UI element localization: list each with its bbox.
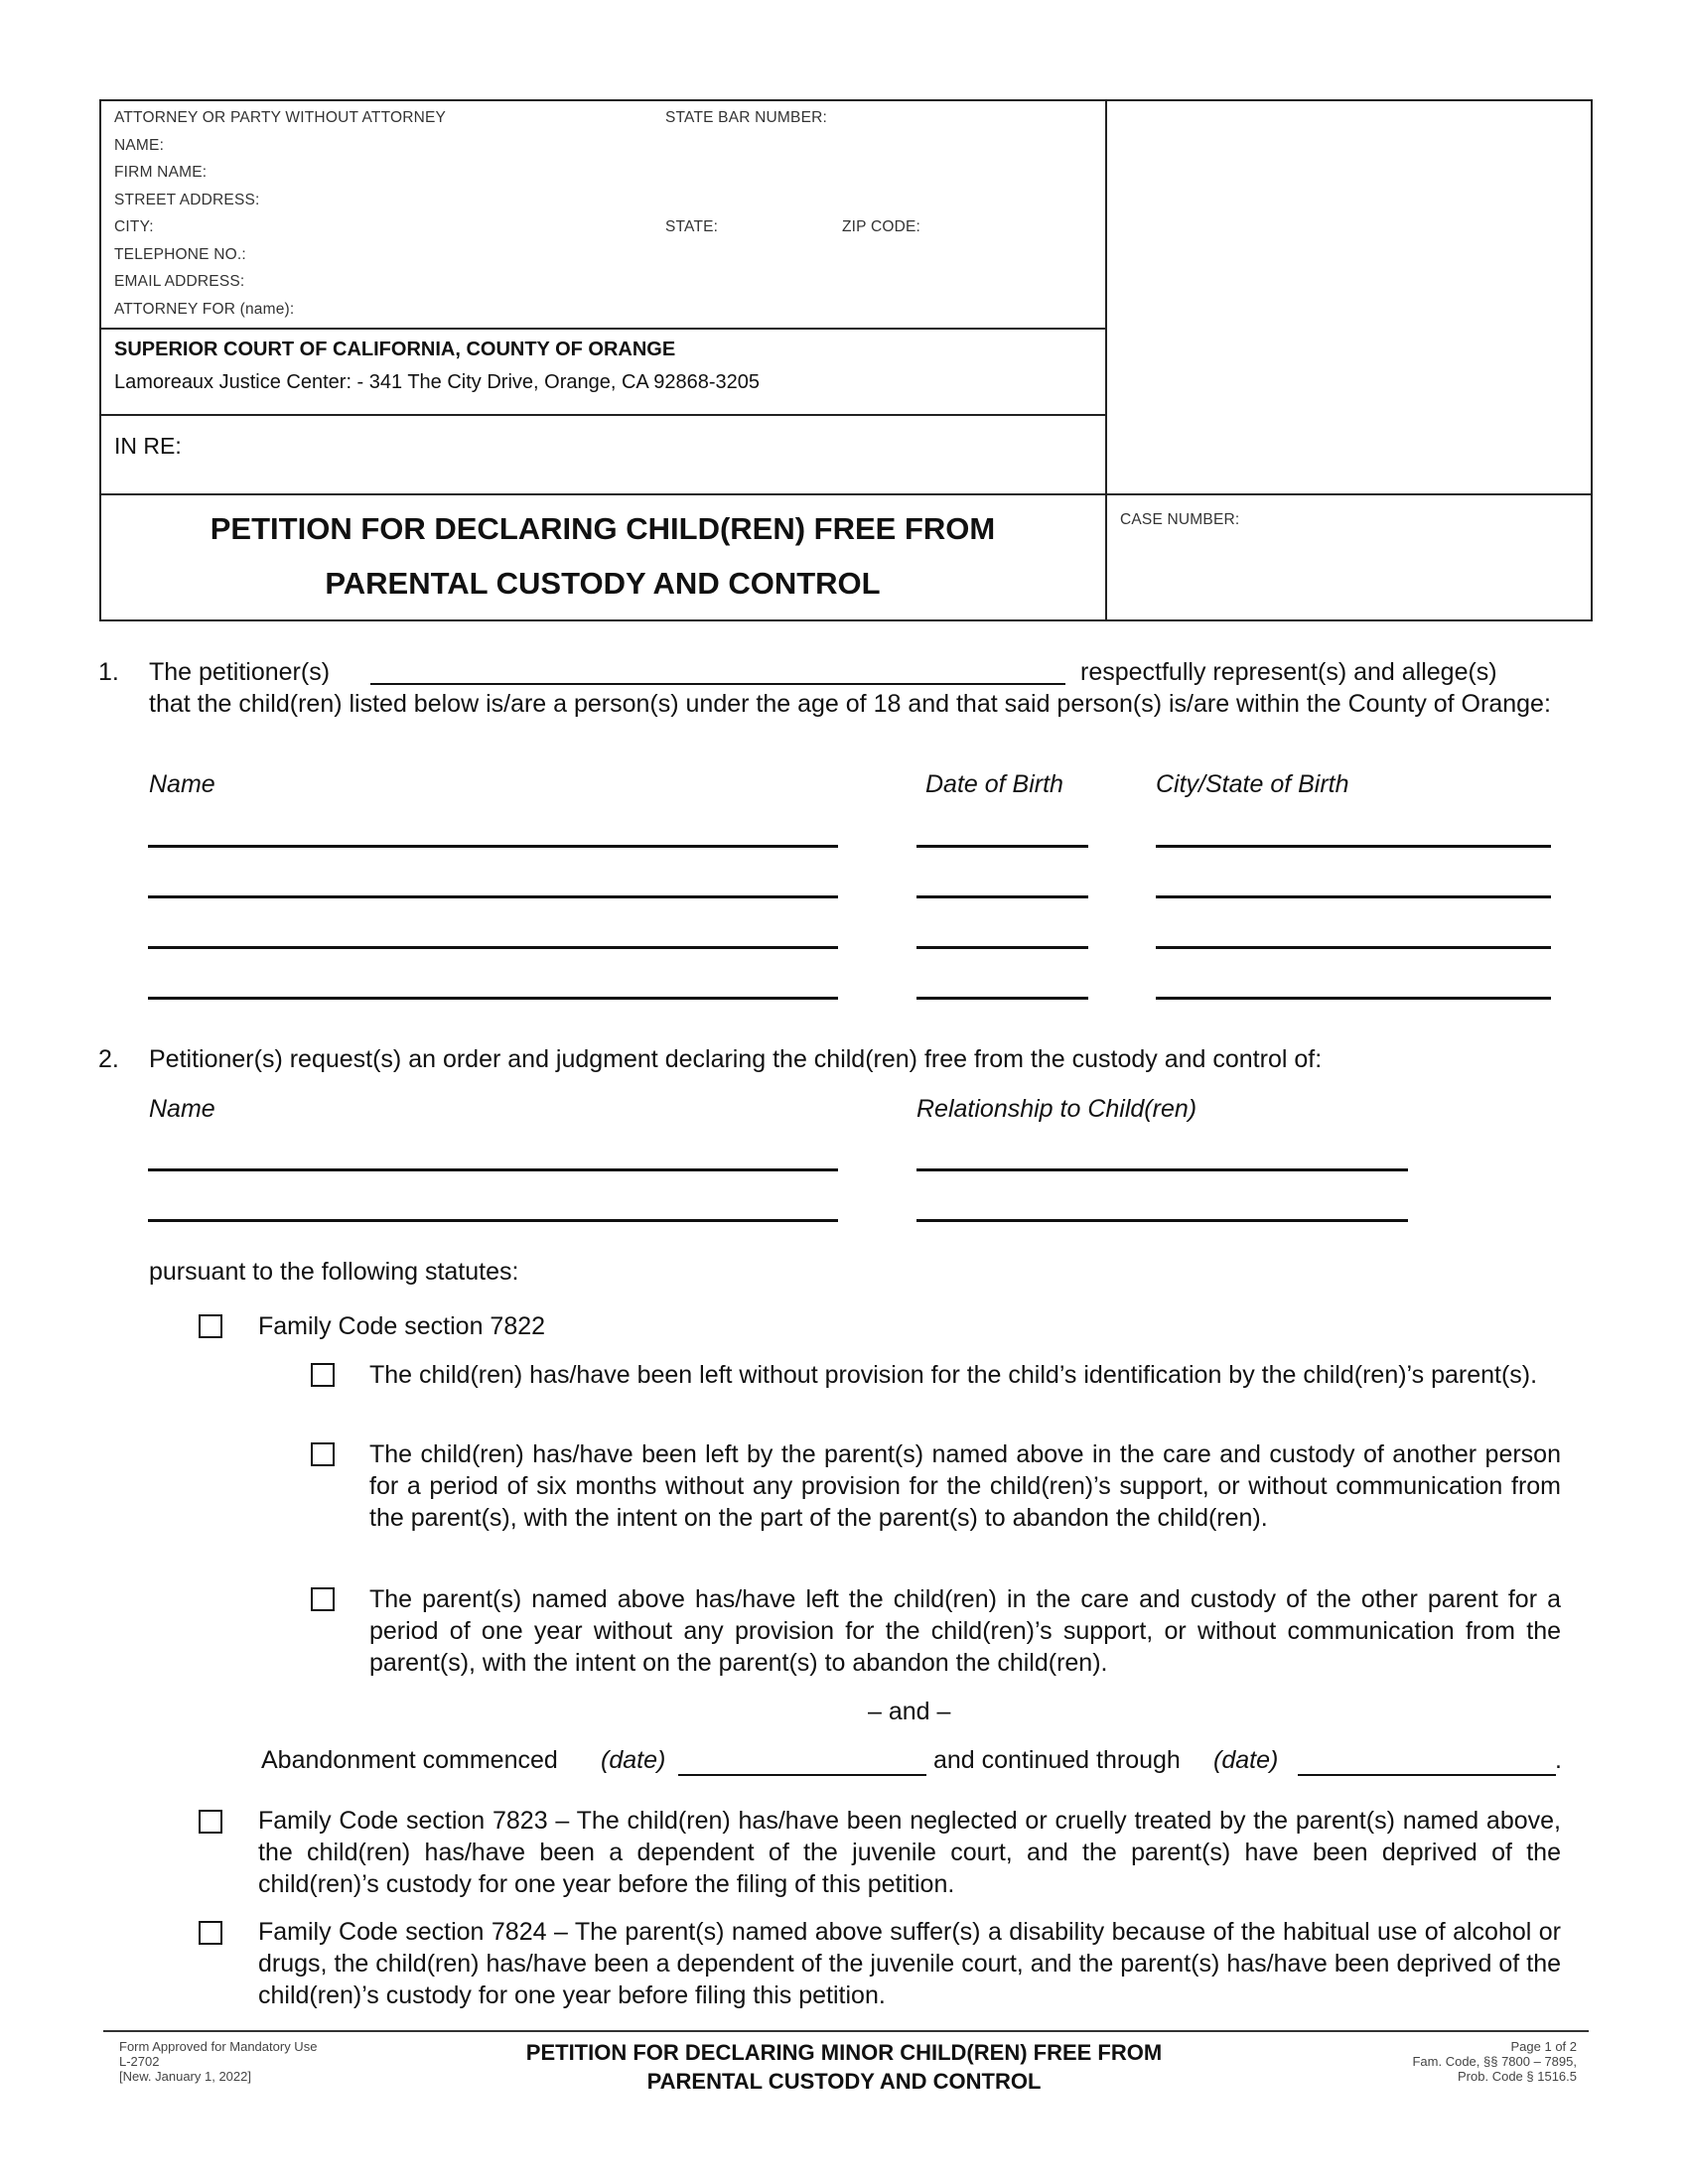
court-name: SUPERIOR COURT OF CALIFORNIA, COUNTY OF ORANGE <box>114 339 676 360</box>
relationship-line-1[interactable] <box>916 1168 1408 1171</box>
footer-code-2: Prob. Code § 1516.5 <box>1458 2069 1577 2084</box>
abandon-date-word-1: (date) <box>601 1746 666 1774</box>
footer-title-line1: PETITION FOR DECLARING MINOR CHILD(REN) FREE FROM <box>525 2040 1163 2065</box>
attorney-label: ATTORNEY OR PARTY WITHOUT ATTORNEY <box>114 109 447 126</box>
sub3-checkbox[interactable] <box>311 1587 335 1611</box>
child-name-line-4[interactable] <box>148 997 838 1000</box>
sub2-checkbox[interactable] <box>311 1442 335 1466</box>
name-label: NAME: <box>114 137 165 154</box>
child-name-line-3[interactable] <box>148 946 838 949</box>
col-dob-heading: Date of Birth <box>925 770 1063 798</box>
child-city-line-3[interactable] <box>1156 946 1551 949</box>
child-city-line-4[interactable] <box>1156 997 1551 1000</box>
item-1-number: 1. <box>98 658 119 686</box>
child-dob-line-1[interactable] <box>916 845 1088 848</box>
form-title-line2: PARENTAL CUSTODY AND CONTROL <box>325 566 881 601</box>
case-number-label: CASE NUMBER: <box>1120 511 1240 528</box>
footer-code-1: Fam. Code, §§ 7800 – 7895, <box>1412 2054 1577 2069</box>
city-label: CITY: <box>114 218 154 235</box>
fc7823-checkbox[interactable] <box>199 1810 222 1834</box>
footer-rule <box>103 2030 1589 2032</box>
relationship-heading: Relationship to Child(ren) <box>916 1095 1197 1123</box>
pursuant-text: pursuant to the following statutes: <box>149 1258 519 1286</box>
footer-approved: Form Approved for Mandatory Use <box>119 2039 318 2054</box>
attorney-for-label: ATTORNEY FOR (name): <box>114 301 295 318</box>
caption-divider-inre <box>99 414 1106 416</box>
footer-revision: [New. January 1, 2022] <box>119 2069 251 2084</box>
child-dob-line-4[interactable] <box>916 997 1088 1000</box>
abandon-period: . <box>1555 1746 1562 1774</box>
sub1-text: The child(ren) has/have been left without provision for the child’s identification by the child(ren)’s parent(s). <box>369 1361 1538 1389</box>
abandon-text-b: and continued through <box>933 1746 1181 1774</box>
col-name-heading: Name <box>149 770 215 798</box>
item-1-text-b: respectfully represent(s) and allege(s) <box>1080 658 1497 686</box>
fc7822-label: Family Code section 7822 <box>258 1312 546 1340</box>
zip-label: ZIP CODE: <box>842 218 921 235</box>
sub1-checkbox[interactable] <box>311 1363 335 1387</box>
child-name-line-2[interactable] <box>148 895 838 898</box>
child-dob-line-3[interactable] <box>916 946 1088 949</box>
child-city-line-2[interactable] <box>1156 895 1551 898</box>
parent-name-line-1[interactable] <box>148 1168 838 1171</box>
parent-name-heading: Name <box>149 1095 215 1123</box>
abandon-text-a: Abandonment commenced <box>261 1746 558 1774</box>
caption-divider-title <box>99 493 1593 495</box>
and-separator: – and – <box>868 1698 951 1725</box>
parent-name-line-2[interactable] <box>148 1219 838 1222</box>
sub2-text: The child(ren) has/have been left by the parent(s) named above in the care and custody of another person for a period of six months without any provision for the child(ren)’s support, or without communication from the parent(s), with the intent on the part of the parent(s) to abandon the child(ren). <box>369 1440 1561 1532</box>
abandon-date-word-2: (date) <box>1213 1746 1279 1774</box>
phone-label: TELEPHONE NO.: <box>114 246 246 263</box>
child-dob-line-2[interactable] <box>916 895 1088 898</box>
abandon-start-date-line[interactable] <box>678 1774 926 1776</box>
petitioner-name-line[interactable] <box>370 683 1065 685</box>
form-title-line1: PETITION FOR DECLARING CHILD(REN) FREE FROM <box>210 511 996 546</box>
state-bar-label: STATE BAR NUMBER: <box>665 109 828 126</box>
fc7822-checkbox[interactable] <box>199 1314 222 1338</box>
firm-label: FIRM NAME: <box>114 164 208 181</box>
fc7824-text: Family Code section 7824 – The parent(s) named above suffer(s) a disability because of the habitual use of alcohol or drugs, the child(ren) has/have been a dependent of the juvenile court, and the parent(s) has/have been deprived of the child(ren)’s custody for one year before filing this petition. <box>258 1918 1561 2009</box>
fc7823-text: Family Code section 7823 – The child(ren) has/have been neglected or cruelly treated by the parent(s) named above, the child(ren) has/have been a dependent of the juvenile court, and the parent(s) have been deprived of the child(ren)’s custody for one year before the filing of this petition. <box>258 1807 1561 1898</box>
col-city-heading: City/State of Birth <box>1156 770 1349 798</box>
item-1-text-c: that the child(ren) listed below is/are a person(s) under the age of 18 and that said person(s) is/are within the County of Orange: <box>149 690 1551 718</box>
email-label: EMAIL ADDRESS: <box>114 273 245 290</box>
sub3-text: The parent(s) named above has/have left the child(ren) in the care and custody of the other parent for a period of one year without any provision for the child(ren)’s support, or without communication from the parent(s), with the intent on the parent(s) to abandon the child(ren). <box>369 1585 1561 1677</box>
footer-page: Page 1 of 2 <box>1510 2039 1577 2054</box>
court-address: Lamoreaux Justice Center: - 341 The City Drive, Orange, CA 92868-3205 <box>114 371 760 393</box>
fc7824-checkbox[interactable] <box>199 1921 222 1945</box>
item-2-text: Petitioner(s) request(s) an order and judgment declaring the child(ren) free from the custody and control of: <box>149 1045 1323 1073</box>
street-label: STREET ADDRESS: <box>114 192 260 208</box>
in-re-label: IN RE: <box>114 433 182 459</box>
child-name-line-1[interactable] <box>148 845 838 848</box>
state-label: STATE: <box>665 218 719 235</box>
footer-title-line2: PARENTAL CUSTODY AND CONTROL <box>646 2069 1042 2094</box>
child-city-line-1[interactable] <box>1156 845 1551 848</box>
caption-divider-court <box>99 328 1106 330</box>
footer-form-number: L-2702 <box>119 2054 160 2069</box>
item-2-number: 2. <box>98 1045 119 1073</box>
abandon-end-date-line[interactable] <box>1298 1774 1556 1776</box>
item-1-text-a: The petitioner(s) <box>149 658 331 686</box>
relationship-line-2[interactable] <box>916 1219 1408 1222</box>
